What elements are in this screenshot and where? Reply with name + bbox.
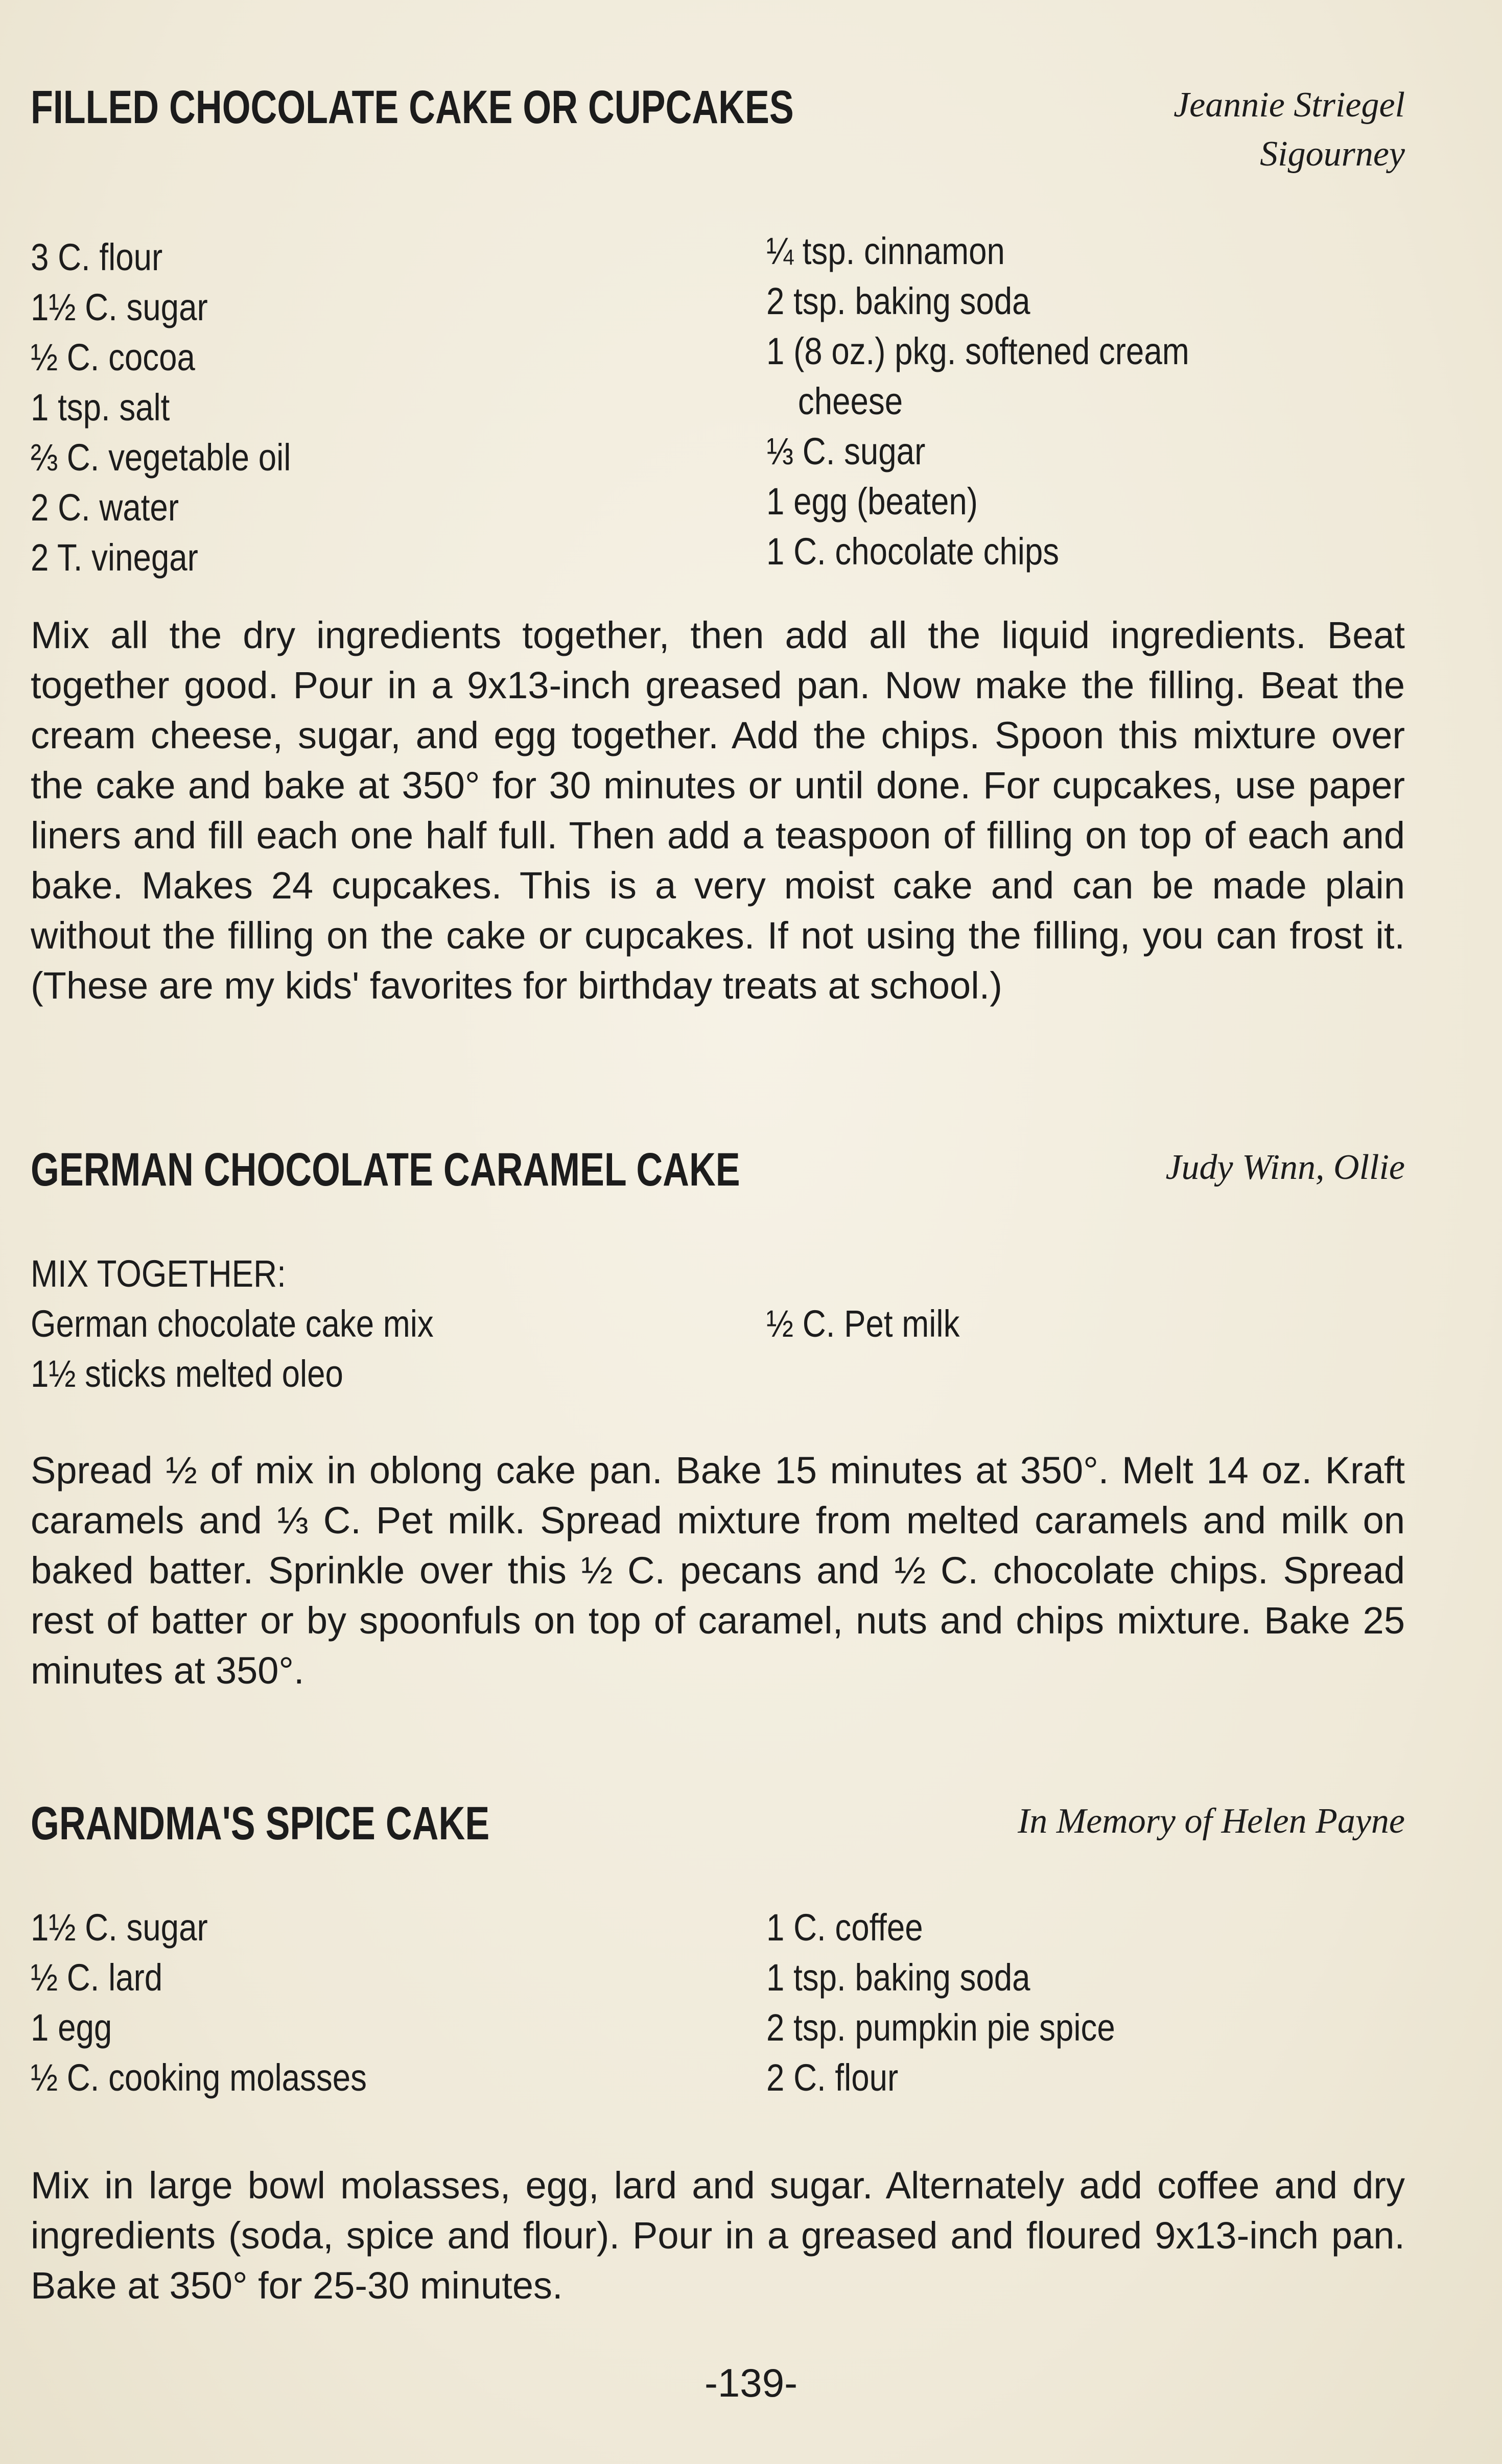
recipe-title: GRANDMA'S SPICE CAKE [31,1797,490,1850]
author-name: Judy Winn, Ollie [1165,1148,1405,1187]
ingredient: 1 (8 oz.) pkg. softened cream [766,330,1189,372]
ingredient: ¼ tsp. cinnamon [766,230,1005,272]
recipe-author [1018,1797,1405,1846]
ingredients-left-column [31,232,333,583]
ingredient: 1 C. chocolate chips [766,530,1060,573]
ingredient-continuation: cheese [797,380,903,422]
recipe-title: FILLED CHOCOLATE CAKE OR CUPCAKES [31,81,794,133]
author-name: In Memory of Helen Payne [1017,1802,1405,1841]
ingredient: 1 egg (beaten) [766,480,978,523]
ingredient: 1 tsp. salt [31,386,170,429]
ingredient: 1½ C. sugar [31,1906,208,1949]
ingredient: ½ C. cooking molasses [31,2056,367,2099]
ingredients-right-column [766,1299,991,1349]
recipe-title: GERMAN CHOCOLATE CARAMEL CAKE [31,1144,740,1196]
author-name: Jeannie Striegel [1174,85,1405,125]
recipe-grandmas-spice-cake [31,1793,1405,2307]
ingredient: ½ C. lard [31,1956,163,1999]
ingredient: 3 C. flour [31,236,163,278]
ingredient: 2 tsp. baking soda [766,280,1030,322]
mix-together-heading: MIX TOGETHER: [31,1252,286,1295]
ingredients-right-column [766,226,1258,577]
author-town: Sigourney [1260,134,1405,174]
ingredient: 1 tsp. baking soda [766,1956,1030,1999]
ingredient: 1½ C. sugar [31,286,208,328]
ingredient: 2 T. vinegar [31,536,198,579]
recipe-author [1165,1143,1405,1192]
ingredient: 2 tsp. pumpkin pie spice [766,2006,1115,2049]
recipe-header [31,77,1405,174]
ingredient: ⅓ C. sugar [766,430,926,472]
ingredient: ½ C. Pet milk [766,1302,960,1345]
recipe-filled-chocolate-cake [31,77,1405,1007]
ingredient: German chocolate cake mix [31,1302,434,1345]
recipe-header [31,1793,1405,1859]
ingredient: 2 C. water [31,486,179,529]
recipe-directions: Spread ½ of mix in oblong cake pan. Bake 15 minutes at 350°. Melt 14 oz. Kraft caramels and ⅓ C. Pet milk. Spread mixture from melted caramels and milk on baked batter. Sprinkle over this ½ C. pecans and ½ C. chocolate chips. Spread rest of batter or by spoonfuls on top of caramel, nuts and chips mixture. Bake 25 minutes at 350°. [31,1449,1405,1692]
ingredient: 1½ sticks melted oleo [31,1353,343,1395]
ingredient: 1 C. coffee [766,1906,923,1949]
ingredient: ⅔ C. vegetable oil [31,436,291,479]
recipe-german-chocolate-caramel-cake [31,1139,1405,1692]
ingredients-left-column [31,1903,421,2103]
ingredient: 1 egg [31,2006,112,2049]
recipe-directions: Mix all the dry ingredients together, then add all the liquid ingredients. Beat together good. Pour in a 9x13-inch greased pan. Now make the filling. Beat the cream cheese, sugar, and egg together. Add the chips. Spoon this mixture over the cake and bake at 350° for 30 minutes or until done. For cupcakes, use paper liners and fill each one half full. Then add a teaspoon of filling on top of each and bake. Makes 24 cupcakes. This is a very moist cake and can be made plain without the filling on the cake or cupcakes. If not using the filling, you can frost it. (These are my kids' favorites for birthday treats at school.) [31,614,1405,1007]
ingredients-right-column [766,1903,1172,2103]
recipe-author [1174,81,1405,179]
recipe-header [31,1139,1405,1205]
recipe-directions: Mix in large bowl molasses, egg, lard and sugar. Alternately add coffee and dry ingredients (soda, spice and flour). Pour in a greased and floured 9x13-inch pan. Bake at 350° for 25-30 minutes. [31,2164,1405,2307]
ingredient: 2 C. flour [766,2056,899,2099]
page-number: -139- [704,2360,798,2405]
ingredient: ½ C. cocoa [31,336,195,378]
ingredients-left-column [31,1299,499,1399]
